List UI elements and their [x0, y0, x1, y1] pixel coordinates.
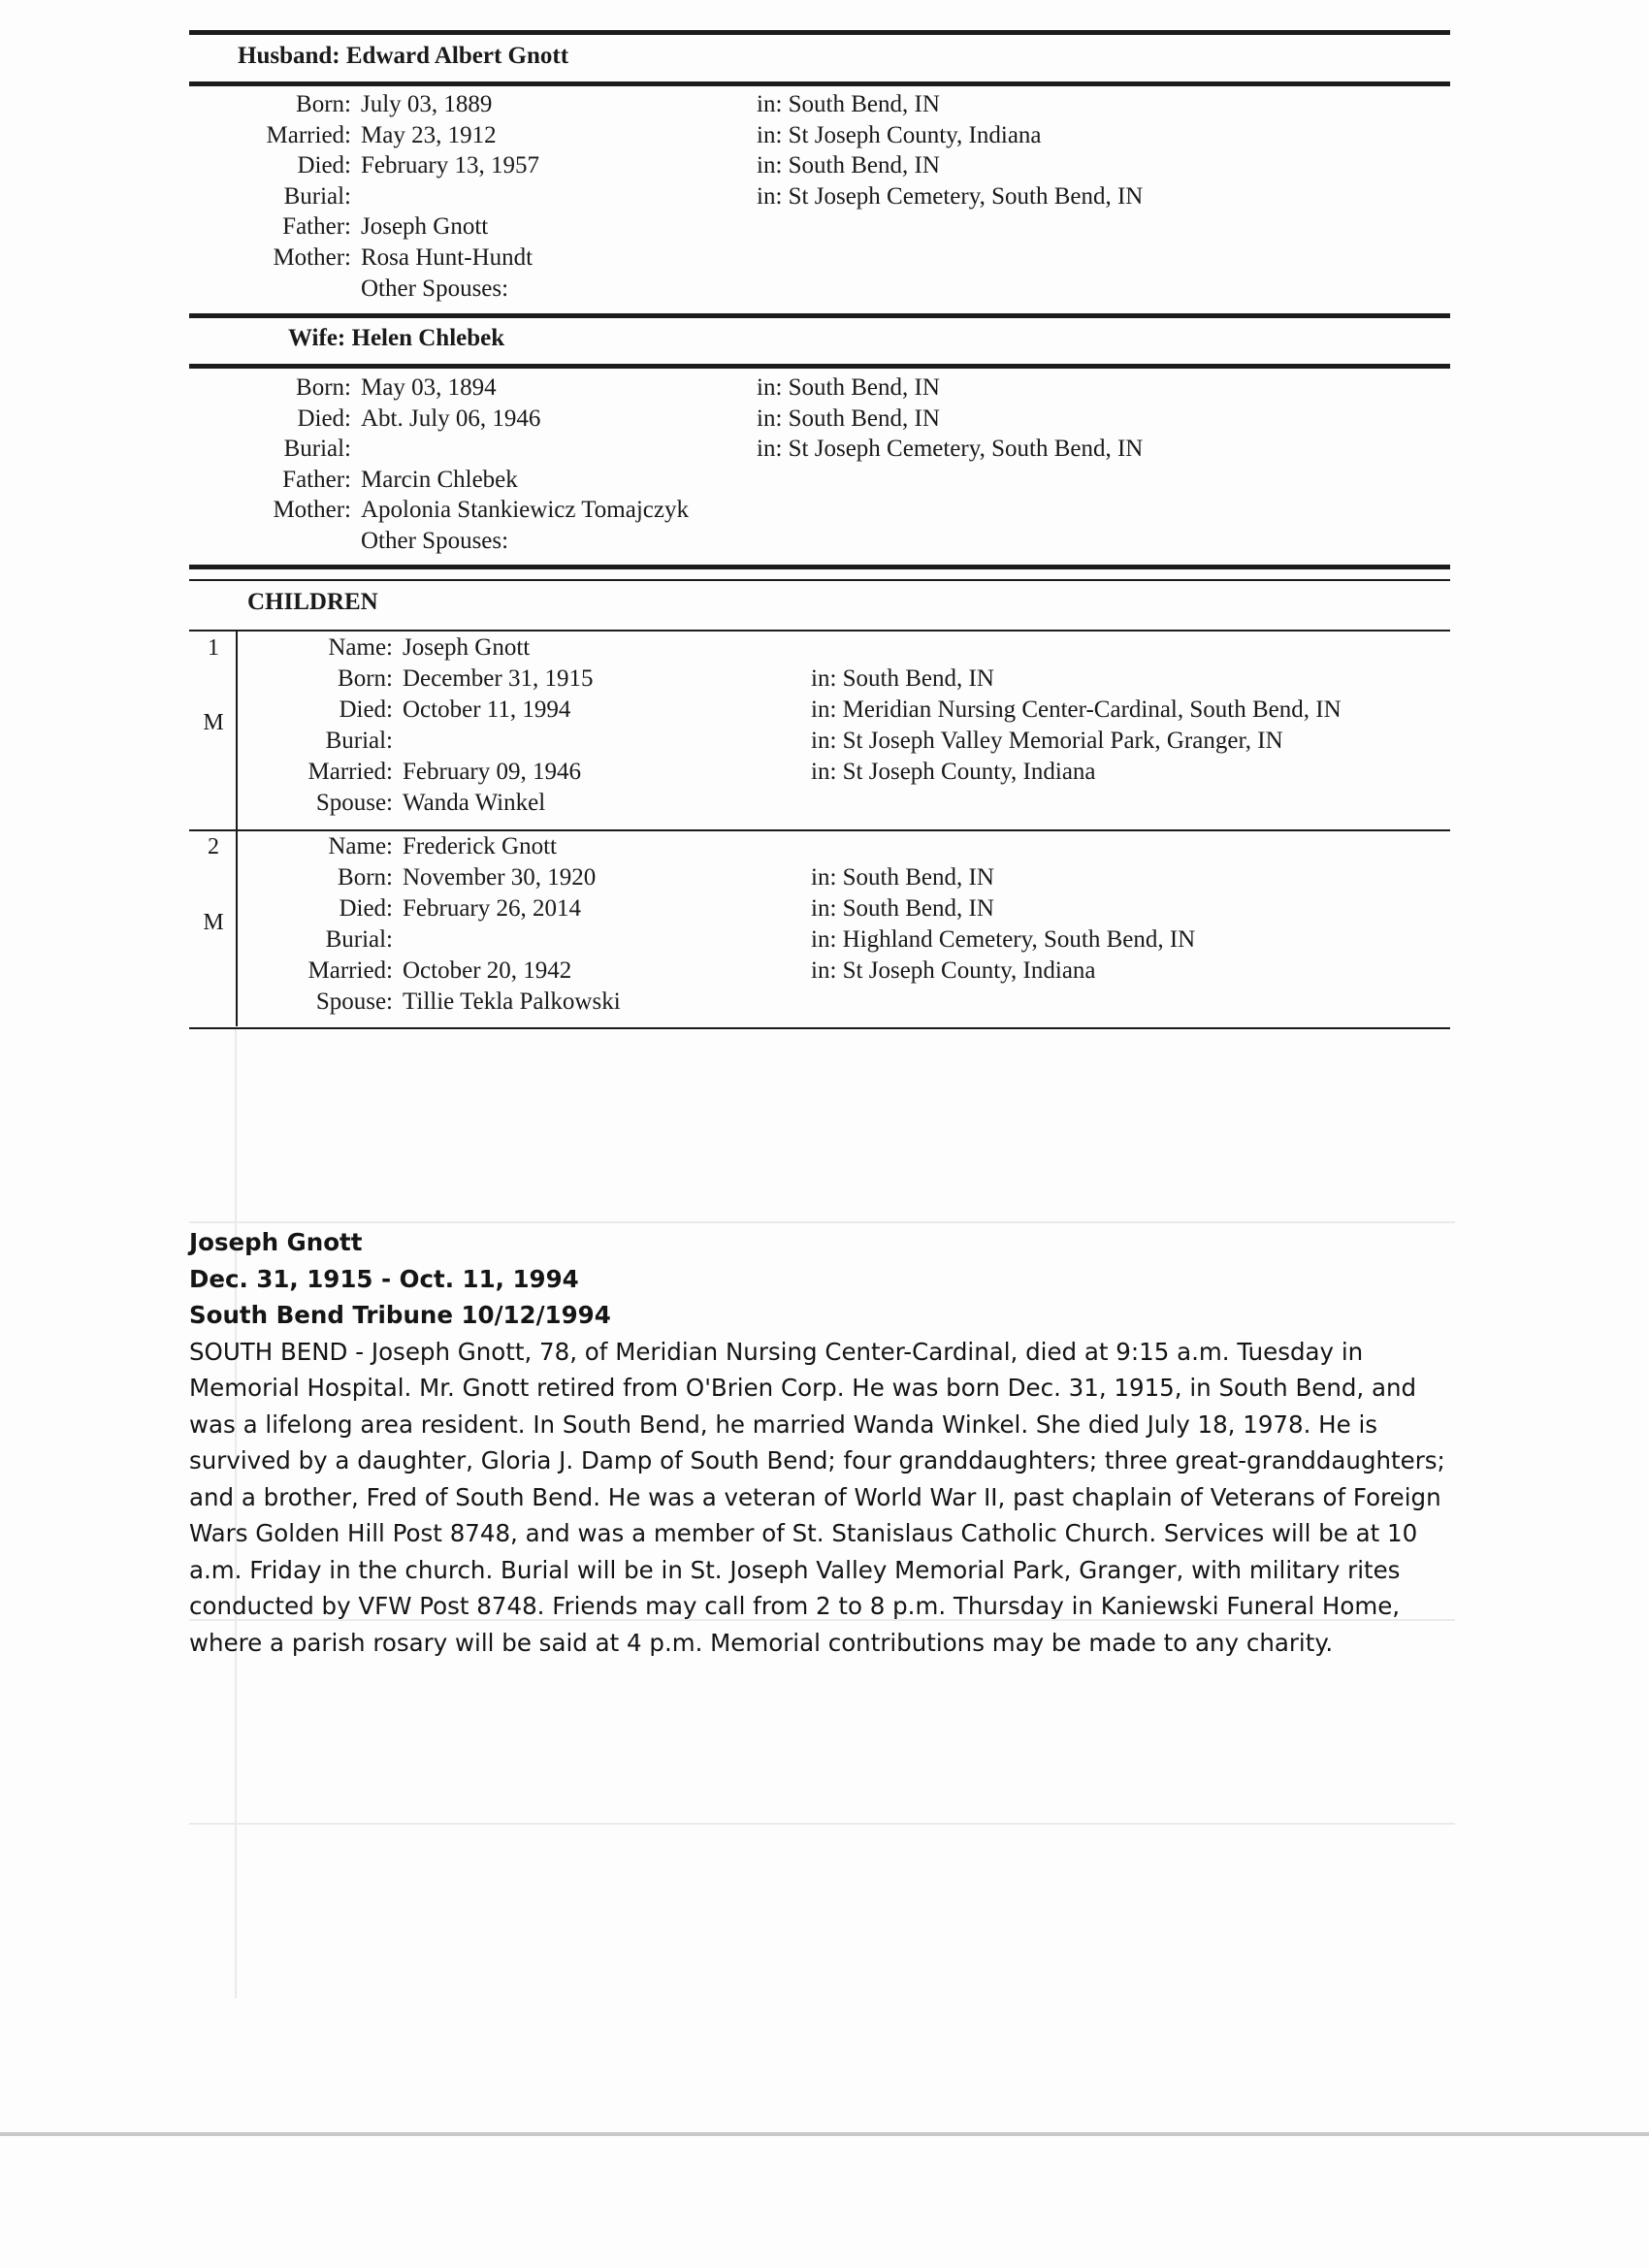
husband-row-value: May 23, 1912	[361, 121, 497, 148]
child-2-row-label: Died:	[339, 895, 393, 922]
child-2-row-place: in: Highland Cemetery, South Bend, IN	[811, 926, 1196, 953]
husband-name: Edward Albert Gnott	[345, 43, 569, 69]
child-1-number: 1	[208, 635, 219, 661]
child-2-row-label: Spouse:	[315, 988, 393, 1015]
husband-row-label: Born:	[296, 91, 351, 117]
husband-row-label: Burial:	[283, 182, 351, 210]
child-1-row-value: October 11, 1994	[403, 697, 571, 723]
child-1-row-label: Married:	[307, 759, 393, 785]
wife-row-value: Apolonia Stankiewicz Tomajczyk	[361, 497, 689, 523]
obituary-dates: Dec. 31, 1915 - Oct. 11, 1994	[189, 1264, 579, 1293]
husband-heading	[238, 43, 568, 70]
husband-row-place: in: South Bend, IN	[757, 152, 940, 178]
children-top-rule-thin	[189, 579, 1450, 581]
child-1-row-value: Joseph Gnott	[403, 634, 531, 661]
child-1-row-place: in: Meridian Nursing Center-Cardinal, South Bend, IN	[811, 697, 1342, 723]
husband-row-place: in: St Joseph County, Indiana	[757, 121, 1042, 148]
child-1-row-place: in: St Joseph County, Indiana	[811, 759, 1096, 785]
husband-row-value: Joseph Gnott	[361, 213, 489, 240]
child-2-row-value: Frederick Gnott	[403, 833, 557, 859]
wife-name: Helen Chlebek	[351, 325, 505, 351]
wife-top-rule	[189, 313, 1450, 318]
husband-row-value: February 13, 1957	[361, 152, 539, 178]
husband-row-value: July 03, 1889	[361, 91, 493, 117]
child-1-row-value: December 31, 1915	[403, 665, 594, 692]
wife-row-label: Father:	[282, 466, 351, 493]
child-1-sex: M	[203, 710, 224, 735]
husband-row-place: in: St Joseph Cemetery, South Bend, IN	[757, 182, 1144, 210]
husband-row-label: Father:	[282, 213, 351, 240]
child-2-row-value: February 26, 2014	[403, 895, 581, 922]
husband-row-label: Mother:	[273, 243, 351, 271]
child-2-sex: M	[203, 910, 224, 935]
wife-row-label: Died:	[297, 405, 351, 432]
wife-row-place: in: South Bend, IN	[757, 374, 940, 401]
child-2-row-value: November 30, 1920	[403, 864, 597, 891]
children-heading-rule	[189, 630, 1450, 632]
obituary	[189, 1224, 1460, 1661]
child-2-row-place: in: South Bend, IN	[811, 895, 994, 922]
child-2-row-place: in: St Joseph County, Indiana	[811, 957, 1096, 984]
wife-row-value: May 03, 1894	[361, 374, 497, 401]
child-2-row-label: Born:	[338, 864, 393, 891]
child-1-row-value: Wanda Winkel	[403, 790, 546, 816]
child-2-row-label: Burial:	[325, 926, 393, 953]
child-1-row-label: Born:	[338, 665, 393, 692]
husband-other-spouses: Other Spouses:	[361, 275, 509, 302]
obituary-body: SOUTH BEND - Joseph Gnott, 78, of Meridian Nursing Center-Cardinal, died at 9:15 a.m. Tuesday in Memorial Hospital. Mr. Gnott retired from O'Brien Corp. He was born Dec. 31, 1915, in South Bend, and was a lifelong area resident. In South Bend, he married Wanda Winkel. She died July 18, 1978. He is survived by a daughter, Gloria J. Damp of South Bend; four granddaughters; three great-granddaughters; and a brother, Fred of South Bend. He was a veteran of World War II, past chaplain of Veterans of Foreign Wars Golden Hill Post 8748, and was a member of St. Stanislaus Catholic Church. Services will be at 10 a.m. Friday in the church. Burial will be in St. Joseph Valley Memorial Park, Granger, with military rites conducted by VFW Post 8748. Friends may call from 2 to 8 p.m. Thursday in Kaniewski Funeral Home, where a parish rosary will be said at 4 p.m. Memorial contributions may be made to any charity.	[189, 1337, 1445, 1657]
husband-row-place: in: South Bend, IN	[757, 91, 940, 117]
child-2-number: 2	[208, 834, 219, 859]
child-2-row-label: Married:	[307, 957, 393, 984]
obituary-source: South Bend Tribune 10/12/1994	[189, 1301, 611, 1329]
wife-heading-label: Wife:	[288, 325, 346, 351]
child-2-row-value: Tillie Tekla Palkowski	[403, 988, 621, 1015]
child-1-row-label: Died:	[339, 697, 393, 723]
child-1-row-label: Name:	[328, 634, 393, 661]
wife-row-label: Mother:	[273, 497, 351, 523]
child-1-row-value: February 09, 1946	[403, 759, 581, 785]
top-rule	[189, 30, 1450, 35]
page-bottom-edge	[0, 2132, 1649, 2136]
child-2-row-place: in: South Bend, IN	[811, 864, 994, 891]
husband-row-label: Married:	[266, 121, 351, 148]
children-heading: CHILDREN	[247, 589, 378, 615]
wife-row-label: Burial:	[283, 436, 351, 462]
child-1-row-place: in: St Joseph Valley Memorial Park, Granger, IN	[811, 728, 1283, 754]
child-2-row-value: October 20, 1942	[403, 957, 572, 984]
wife-heading-rule	[189, 364, 1450, 369]
wife-row-place: in: St Joseph Cemetery, South Bend, IN	[757, 436, 1144, 462]
wife-row-place: in: South Bend, IN	[757, 405, 940, 432]
children-top-rule	[189, 565, 1450, 569]
wife-row-label: Born:	[296, 374, 351, 401]
husband-row-value: Rosa Hunt-Hundt	[361, 243, 534, 271]
obituary-name: Joseph Gnott	[189, 1228, 363, 1256]
child-1-row-place: in: South Bend, IN	[811, 665, 994, 692]
husband-row-label: Died:	[297, 152, 351, 178]
wife-heading	[288, 325, 504, 352]
child-1-row-label: Spouse:	[315, 790, 393, 816]
child-2-row-label: Name:	[328, 833, 393, 859]
wife-other-spouses: Other Spouses:	[361, 528, 509, 554]
wife-row-value: Marcin Chlebek	[361, 466, 518, 493]
child-1-row-label: Burial:	[325, 728, 393, 754]
husband-heading-rule	[189, 81, 1450, 86]
wife-row-value: Abt. July 06, 1946	[361, 405, 541, 432]
husband-heading-label: Husband:	[238, 43, 340, 69]
